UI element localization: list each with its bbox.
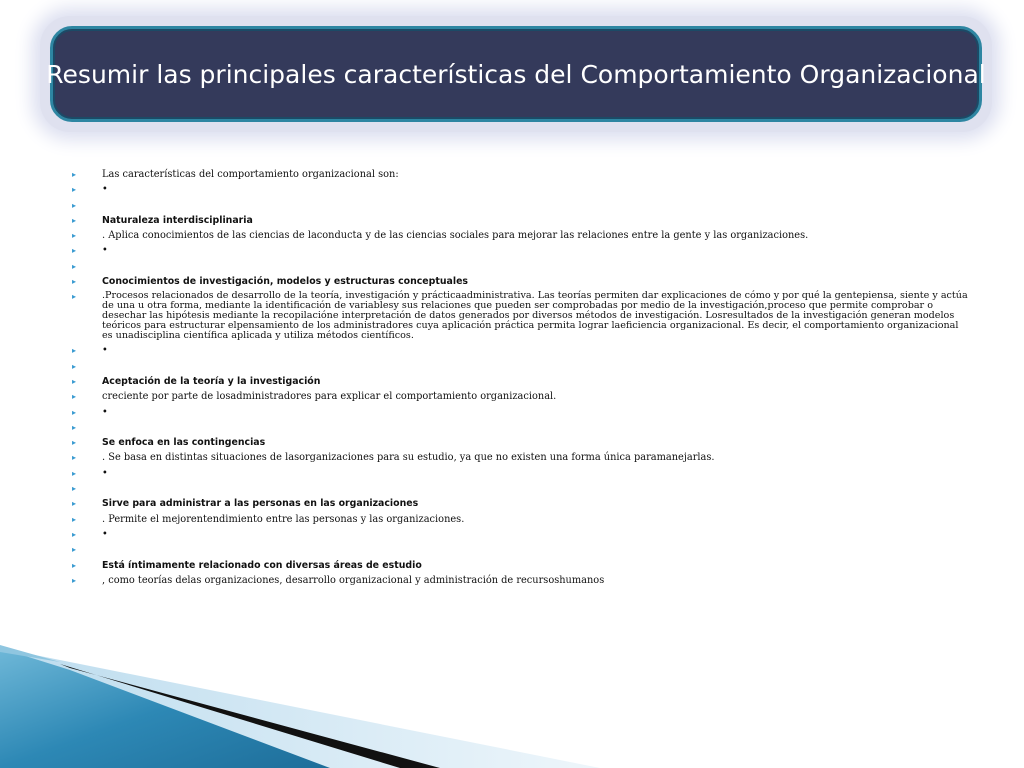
- list-item: [72, 198, 972, 213]
- list-item: [72, 573, 972, 588]
- list-item: [72, 558, 972, 573]
- triangle-bullet-icon: ▸: [72, 407, 77, 417]
- list-item: [72, 420, 972, 435]
- list-item: [72, 228, 972, 243]
- list-item: [72, 527, 972, 542]
- list-item-text: •: [102, 245, 108, 257]
- triangle-bullet-icon: ▸: [72, 346, 77, 356]
- list-item: [72, 289, 972, 343]
- bullet-list: [72, 167, 972, 588]
- list-item-text: •: [102, 406, 108, 418]
- slide-title: Resumir las principales características del Comportamiento Organizacional: [46, 59, 986, 89]
- triangle-bullet-icon: ▸: [72, 231, 77, 241]
- list-item-heading: Naturaleza interdisciplinaria: [102, 214, 253, 226]
- triangle-bullet-icon: ▸: [72, 468, 77, 478]
- triangle-bullet-icon: ▸: [72, 422, 77, 432]
- triangle-bullet-icon: ▸: [72, 215, 77, 225]
- list-item: [72, 374, 972, 389]
- list-item-heading: Aceptación de la teoría y la investigación: [102, 375, 321, 387]
- list-item: [72, 274, 972, 289]
- triangle-bullet-icon: ▸: [72, 376, 77, 386]
- triangle-bullet-icon: ▸: [72, 453, 77, 463]
- list-item-text: . Se basa en distintas situaciones de lasorganizaciones para su estudio, ya que no existen una forma única paramanejarlas.: [102, 452, 715, 464]
- triangle-bullet-icon: ▸: [72, 438, 77, 448]
- list-item-text: . Permite el mejorentendimiento entre las personas y las organizaciones.: [102, 513, 465, 525]
- list-item: [72, 167, 972, 182]
- list-item-text: .Procesos relacionados de desarrollo de la teoría, investigación y prácticaadministrativa. Las teorías permiten dar explicaciones de cómo y por qué la gentepiensa, siente y actúa de una u otra forma, mediante la identificación de variablesy sus relaciones que pueden ser comprobadas por medio de la investigación,proceso que permite comprobar o desechar las hipótesis mediante la recopilacióne interpretación de datos generados por diversos métodos de investigación. Losresultados de la investigación generan modelos teóricos para estructurar elpensamiento de los administradores cuya aplicación práctica permita lograr laeficiencia organizacional. Es decir, el comportamiento organizacional es unadisciplina científica aplicada y utiliza métodos científicos.: [102, 290, 968, 341]
- triangle-bullet-icon: ▸: [72, 261, 77, 271]
- list-item-text: •: [102, 345, 108, 357]
- list-item: [72, 389, 972, 404]
- list-item: [72, 435, 972, 450]
- list-item: [72, 213, 972, 228]
- list-item: [72, 182, 972, 197]
- triangle-bullet-icon: ▸: [72, 185, 77, 195]
- list-item-text: •: [102, 184, 108, 196]
- list-item-text: •: [102, 467, 108, 479]
- triangle-bullet-icon: ▸: [72, 499, 77, 509]
- list-item: [72, 466, 972, 481]
- triangle-bullet-icon: ▸: [72, 392, 77, 402]
- list-item-heading: Se enfoca en las contingencias: [102, 437, 266, 449]
- list-item: [72, 243, 972, 258]
- list-item-heading: Sirve para administrar a las personas en las organizaciones: [102, 498, 419, 510]
- list-item: [72, 542, 972, 557]
- triangle-bullet-icon: ▸: [72, 292, 77, 302]
- triangle-bullet-icon: ▸: [72, 361, 77, 371]
- triangle-bullet-icon: ▸: [72, 545, 77, 555]
- triangle-bullet-icon: ▸: [72, 514, 77, 524]
- list-item-text: Las características del comportamiento organizacional son:: [102, 169, 399, 180]
- triangle-bullet-icon: ▸: [72, 170, 77, 179]
- title-banner: [46, 26, 986, 122]
- triangle-bullet-icon: ▸: [72, 484, 77, 494]
- list-item: [72, 450, 972, 465]
- corner-decoration: [0, 640, 1024, 768]
- list-item-text: . Aplica conocimientos de las ciencias de laconducta y de las ciencias sociales para mejorar las relaciones entre la gente y las organizaciones.: [102, 230, 809, 242]
- triangle-bullet-icon: ▸: [72, 277, 77, 287]
- list-item: [72, 496, 972, 511]
- list-item-heading: Conocimientos de investigación, modelos y estructuras conceptuales: [102, 276, 469, 288]
- list-item-heading: Está íntimamente relacionado con diversas áreas de estudio: [102, 559, 422, 571]
- list-item: [72, 405, 972, 420]
- triangle-bullet-icon: ▸: [72, 200, 77, 210]
- list-item-text: creciente por parte de losadministradores para explicar el comportamiento organizacional.: [102, 391, 557, 403]
- triangle-bullet-icon: ▸: [72, 246, 77, 256]
- triangle-bullet-icon: ▸: [72, 529, 77, 539]
- triangle-bullet-icon: ▸: [72, 560, 77, 570]
- list-item-text: , como teorías delas organizaciones, desarrollo organizacional y administración de recursoshumanos: [102, 574, 605, 586]
- list-item: [72, 512, 972, 527]
- list-item: [72, 343, 972, 358]
- triangle-bullet-icon: ▸: [72, 575, 77, 585]
- list-item-text: •: [102, 528, 108, 540]
- list-item: [72, 359, 972, 374]
- list-item: [72, 481, 972, 496]
- list-item: [72, 259, 972, 274]
